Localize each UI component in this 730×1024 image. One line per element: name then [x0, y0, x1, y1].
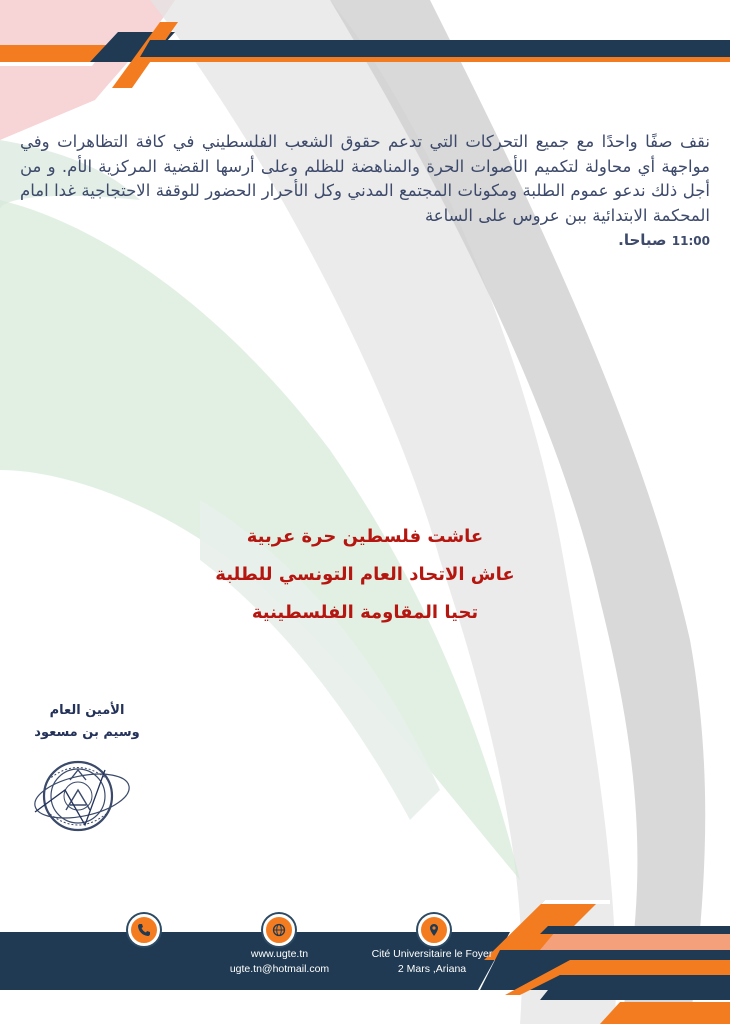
official-stamp-icon — [30, 750, 135, 840]
time-line — [20, 228, 710, 254]
location-pin-icon[interactable] — [418, 914, 450, 946]
signature-name: وسيم بن مسعود — [34, 725, 140, 740]
phone-icon[interactable] — [128, 914, 160, 946]
time-suffix: صباحا. — [618, 231, 667, 249]
signature-block — [22, 700, 152, 744]
slogans — [0, 518, 730, 632]
email-link[interactable]: ugte.tn@hotmail.com — [229, 963, 330, 975]
time-value: 11:00 — [671, 234, 710, 248]
signature-title: الأمين العام — [49, 703, 125, 718]
globe-icon[interactable] — [263, 914, 295, 946]
slogan-resistance: تحيا المقاومة الفلسطينية — [251, 602, 479, 623]
header-banner — [0, 0, 730, 100]
website-contact — [212, 947, 347, 977]
slogan-palestine: عاشت فلسطين حرة عربية — [246, 526, 484, 547]
address-line-2: 2 Mars ,Ariana — [397, 963, 467, 975]
address-contact — [352, 947, 512, 977]
slogan-union: عاش الاتحاد العام التونسي للطلبة — [215, 564, 515, 585]
address-line-1: Cité Universitaire le Foyer — [371, 948, 493, 960]
website-link[interactable]: www.ugte.tn — [250, 948, 309, 960]
body-paragraph — [20, 130, 710, 254]
body-text: نقف صفًا واحدًا مع جميع التحركات التي تدعم حقوق الشعب الفلسطيني في كافة التظاهرات وفي مواجهة أي محاولة لتكميم الأصوات الحرة والمناهضة للظلم وعلى أرسها القضية المركزية الأم. و من أجل ذلك ندعو عموم الطلبة ومكونات المجتمع المدني وكل الأحرار الحضور للوقفة الاحتجاجية غدا امام المحكمة الابتدائية ببن عروس على الساعة — [20, 132, 710, 225]
